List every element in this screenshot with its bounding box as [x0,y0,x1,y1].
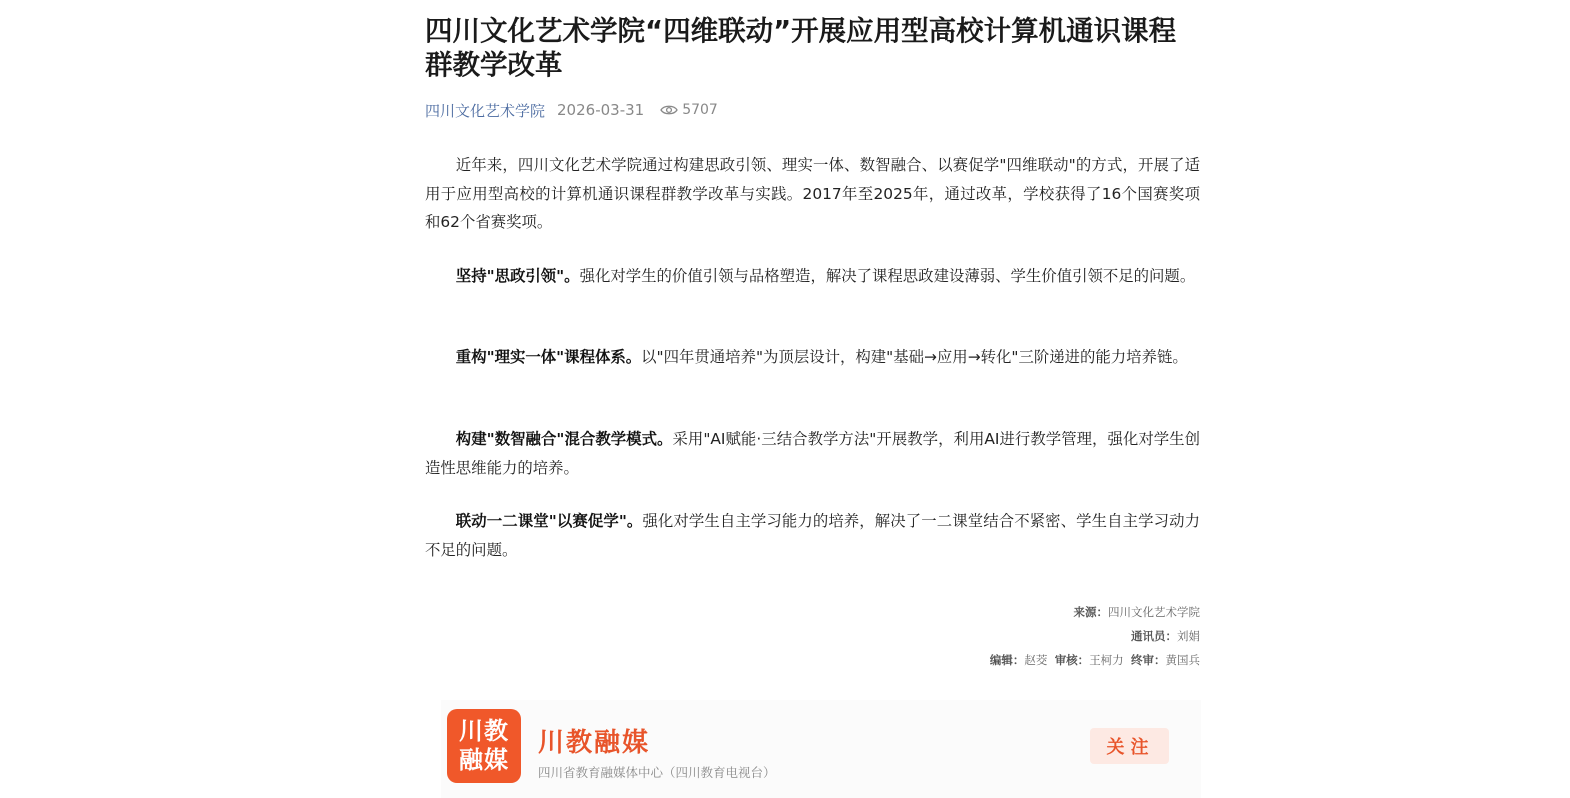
article-source-link[interactable]: 四川文化艺术学院 [425,101,546,120]
credit-final-value: 黄国兵 [1165,653,1200,667]
paragraph-competition-text: 强化对学生自主学习能力的培养，解决了一二课堂结合不紧密、学生自主学习动力不足的问题。 [425,512,1200,559]
credit-reporter-label: 通讯员： [1131,629,1177,643]
credit-reporter-value: 刘娟 [1177,629,1200,643]
paragraph-ideology-heading: 坚持"思政引领"。 [455,267,580,285]
publish-date: 2026-03-31 [557,101,645,119]
credit-source-label: 来源： [1073,605,1108,619]
follow-button[interactable]: 关注 [1090,728,1169,764]
credit-final-label: 终审： [1131,653,1166,667]
paragraph-digital-heading: 构建"数智融合"混合教学模式。 [455,430,673,448]
account-card[interactable] [441,700,1201,798]
paragraph-ideology [425,262,1200,291]
account-subtitle: 四川省教育融媒体中心（四川教育电视台） [538,765,776,780]
account-name: 川教融媒 [538,728,651,758]
paragraph-competition-heading: 联动一二课堂"以赛促学"。 [455,512,643,530]
credit-editors [800,648,1200,672]
paragraph-competition [425,507,1200,564]
view-count-value: 5707 [682,102,718,118]
logo-line-1: 川教 [459,717,509,745]
paragraph-digital-text: 采用"AI赋能·三结合教学方法"开展教学，利用AI进行教学管理，强化对学生创造性思维能力的培养。 [425,430,1201,477]
credit-reviewer-value: 王柯力 [1089,653,1124,667]
credit-reviewer-label: 审核： [1054,653,1090,667]
article-meta [425,99,718,121]
paragraph-intro [425,151,1200,237]
view-count [660,102,718,118]
paragraph-curriculum-heading: 重构"理实一体"课程体系。 [455,348,642,366]
paragraph-digital [425,425,1200,482]
credit-editor-label: 编辑： [989,653,1025,667]
eye-icon [660,104,678,116]
account-logo [447,709,521,783]
credit-source [800,600,1200,624]
credit-reporter [800,624,1200,648]
paragraph-curriculum-text: 以"四年贯通培养"为顶层设计，构建"基础→应用→转化"三阶递进的能力培养链。 [641,348,1188,366]
paragraph-intro-text: 近年来，四川文化艺术学院通过构建思政引领、理实一体、数智融合、以赛促学"四维联动"的方式，开展了适用于应用型高校的计算机通识课程群教学改革与实践。2017年至2025年，通过改革，学校获得了16个国赛奖项和62个省赛奖项。 [425,156,1200,231]
credit-source-value: 四川文化艺术学院 [1108,605,1200,619]
paragraph-ideology-text: 强化对学生的价值引领与品格塑造，解决了课程思政建设薄弱、学生价值引领不足的问题。 [579,267,1196,285]
credit-editor-value: 赵茭 [1024,653,1048,667]
paragraph-curriculum [425,343,1200,372]
article-title: 四川文化艺术学院“四维联动”开展应用型高校计算机通识课程群教学改革 [425,15,1177,81]
logo-line-2: 融媒 [459,746,509,774]
